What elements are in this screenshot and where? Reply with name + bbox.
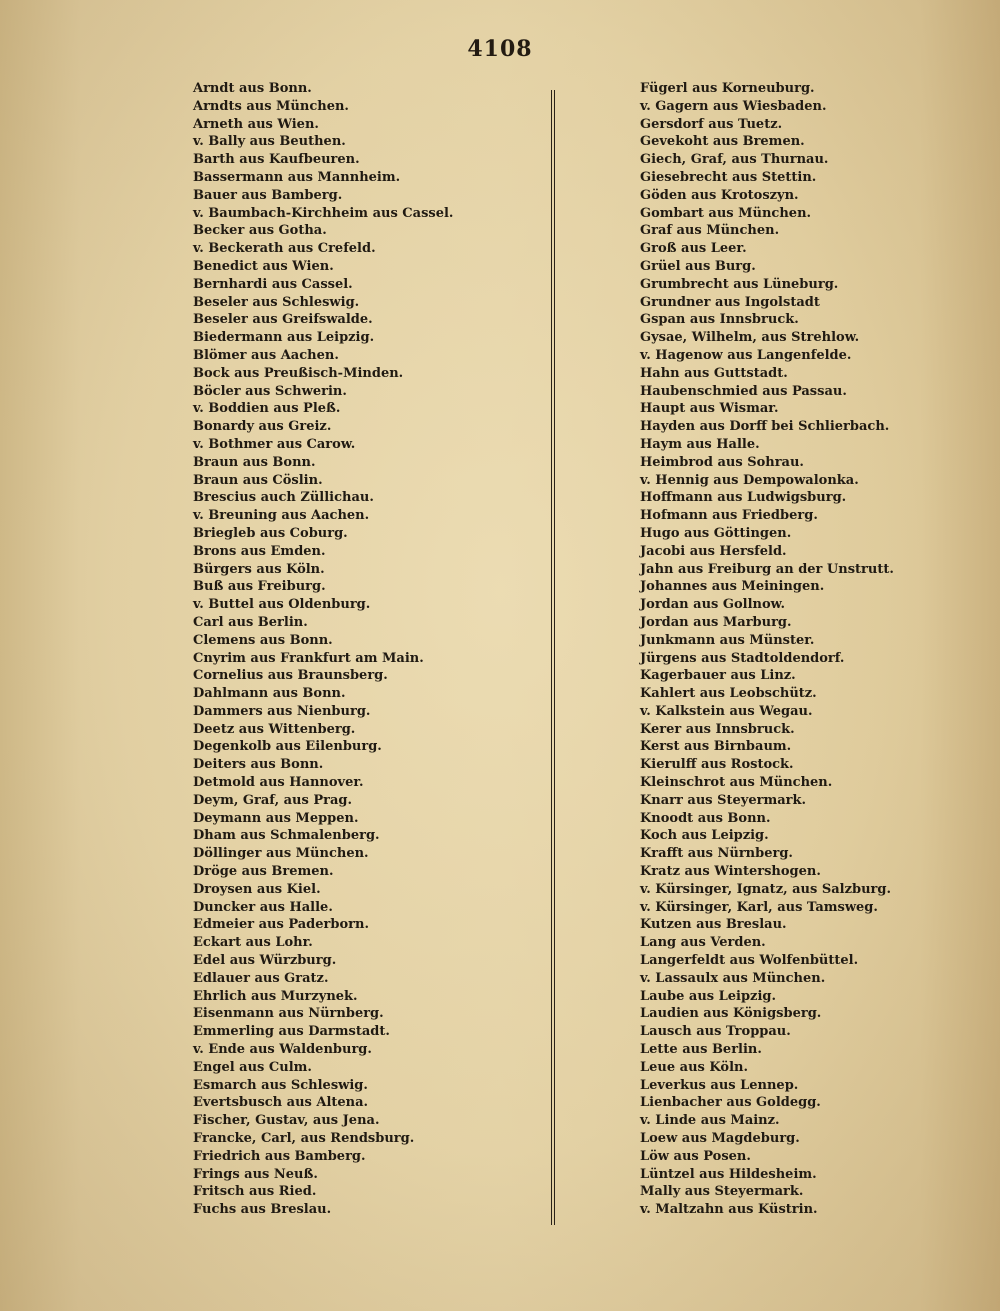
name-entry: Braun aus Cöslin. <box>193 472 323 488</box>
name-entry: Jordan aus Gollnow. <box>640 597 786 613</box>
name-entry: Esmarch aus Schleswig. <box>193 1077 368 1093</box>
name-entry: Briegleb aus Coburg. <box>193 525 348 541</box>
name-entry: Hayden aus Dorff bei Schlierbach. <box>640 419 890 435</box>
name-entry: Francke, Carl, aus Rendsburg. <box>193 1131 415 1147</box>
name-entry: Beseler aus Schleswig. <box>193 294 360 310</box>
name-entry: Dammers aus Nienburg. <box>193 703 371 719</box>
name-entry: Göden aus Krotoszyn. <box>640 187 799 203</box>
name-entry: Jürgens aus Stadtoldendorf. <box>640 650 845 666</box>
name-entry: Gevekoht aus Bremen. <box>640 134 805 150</box>
name-entry: v. Kürsinger, Ignatz, aus Salzburg. <box>640 881 891 897</box>
name-entry: Kerer aus Innsbruck. <box>640 721 795 737</box>
name-entry: Eckart aus Lohr. <box>193 935 313 951</box>
name-entry: Brescius auch Züllichau. <box>193 490 374 506</box>
name-entry: Lienbacher aus Goldegg. <box>640 1095 821 1111</box>
name-entry: v. Ende aus Waldenburg. <box>193 1042 372 1058</box>
name-entry: Deymann aus Meppen. <box>193 810 359 826</box>
name-entry: Evertsbusch aus Altena. <box>193 1095 369 1111</box>
name-entry: Edmeier aus Paderborn. <box>193 917 369 933</box>
name-entry: Bassermann aus Mannheim. <box>193 169 401 185</box>
left-name-column <box>193 80 543 1219</box>
name-entry: Krafft aus Nürnberg. <box>640 846 793 862</box>
name-entry: Haupt aus Wismar. <box>640 401 779 417</box>
name-entry: Dröge aus Bremen. <box>193 864 334 880</box>
name-entry: Gersdorf aus Tuetz. <box>640 116 783 132</box>
name-entry: Fuchs aus Breslau. <box>193 1202 332 1218</box>
page-number: 4108 <box>467 36 533 62</box>
name-entry: v. Bothmer aus Carow. <box>193 436 356 452</box>
name-entry: Beseler aus Greifswalde. <box>193 312 373 328</box>
name-entry: Edel aus Würzburg. <box>193 953 337 969</box>
name-entry: Carl aus Berlin. <box>193 614 308 630</box>
name-entry: Giesebrecht aus Stettin. <box>640 169 817 185</box>
name-entry: Giech, Graf, aus Thurnau. <box>640 152 829 168</box>
name-entry: Laudien aus Königsberg. <box>640 1006 822 1022</box>
name-entry: v. Linde aus Mainz. <box>640 1113 780 1129</box>
name-entry: Böcler aus Schwerin. <box>193 383 347 399</box>
name-entry: Droysen aus Kiel. <box>193 881 321 897</box>
name-entry: v. Hagenow aus Langenfelde. <box>640 347 852 363</box>
name-entry: Bauer aus Bamberg. <box>193 187 343 203</box>
name-entry: Laube aus Leipzig. <box>640 988 776 1004</box>
name-entry: Jahn aus Freiburg an der Unstrutt. <box>640 561 894 577</box>
name-entry: Barth aus Kaufbeuren. <box>193 152 360 168</box>
name-entry: Benedict aus Wien. <box>193 258 334 274</box>
name-entry: v. Kürsinger, Karl, aus Tamsweg. <box>640 899 878 915</box>
name-entry: v. Lassaulx aus München. <box>640 970 826 986</box>
name-entry: v. Bally aus Beuthen. <box>193 134 346 150</box>
name-entry: Grundner aus Ingolstadt <box>640 294 820 310</box>
name-entry: Knarr aus Steyermark. <box>640 792 807 808</box>
name-entry: Friedrich aus Bamberg. <box>193 1148 366 1164</box>
name-entry: Bock aus Preußisch-Minden. <box>193 365 404 381</box>
name-entry: v. Breuning aus Aachen. <box>193 508 370 524</box>
name-entry: Grüel aus Burg. <box>640 258 756 274</box>
name-entry: Hoffmann aus Ludwigsburg. <box>640 490 847 506</box>
name-entry: Hahn aus Guttstadt. <box>640 365 788 381</box>
name-entry: Dham aus Schmalenberg. <box>193 828 380 844</box>
name-entry: Kerst aus Birnbaum. <box>640 739 792 755</box>
name-entry: Deetz aus Wittenberg. <box>193 721 356 737</box>
name-entry: v. Kalkstein aus Wegau. <box>640 703 813 719</box>
name-entry: v. Buttel aus Oldenburg. <box>193 597 371 613</box>
name-entry: Dahlmann aus Bonn. <box>193 686 346 702</box>
name-entry: Haym aus Halle. <box>640 436 760 452</box>
name-entry: Braun aus Bonn. <box>193 454 316 470</box>
name-entry: Cornelius aus Braunsberg. <box>193 668 388 684</box>
name-entry: Jacobi aus Hersfeld. <box>640 543 787 559</box>
name-entry: Graf aus München. <box>640 223 780 239</box>
name-entry: Lüntzel aus Hildesheim. <box>640 1166 817 1182</box>
name-entry: Mally aus Steyermark. <box>640 1184 804 1200</box>
name-entry: Lette aus Berlin. <box>640 1042 762 1058</box>
name-entry: v. Boddien aus Pleß. <box>193 401 341 417</box>
name-entry: Langerfeldt aus Wolfenbüttel. <box>640 953 859 969</box>
name-entry: Hugo aus Göttingen. <box>640 525 792 541</box>
name-entry: Loew aus Magdeburg. <box>640 1131 800 1147</box>
name-entry: Fritsch aus Ried. <box>193 1184 317 1200</box>
name-entry: Becker aus Gotha. <box>193 223 327 239</box>
name-entry: Gombart aus München. <box>640 205 812 221</box>
name-entry: Blömer aus Aachen. <box>193 347 339 363</box>
name-entry: Kahlert aus Leobschütz. <box>640 686 817 702</box>
name-entry: Cnyrim aus Frankfurt am Main. <box>193 650 424 666</box>
name-entry: Koch aus Leipzig. <box>640 828 769 844</box>
name-entry: Knoodt aus Bonn. <box>640 810 771 826</box>
name-entry: Engel aus Culm. <box>193 1059 312 1075</box>
name-entry: Arneth aus Wien. <box>193 116 319 132</box>
name-entry: Bernhardi aus Cassel. <box>193 276 353 292</box>
name-entry: Jordan aus Marburg. <box>640 614 792 630</box>
right-name-column <box>640 80 980 1219</box>
name-entry: Gspan aus Innsbruck. <box>640 312 799 328</box>
name-entry: v. Gagern aus Wiesbaden. <box>640 98 827 114</box>
name-entry: Fügerl aus Korneuburg. <box>640 81 815 96</box>
name-entry: Groß aus Leer. <box>640 241 747 257</box>
name-entry: Arndts aus München. <box>193 98 349 114</box>
name-entry: v. Hennig aus Dempowalonka. <box>640 472 859 488</box>
name-entry: Bonardy aus Greiz. <box>193 419 332 435</box>
name-entry: Kierulff aus Rostock. <box>640 757 794 773</box>
name-entry: Frings aus Neuß. <box>193 1166 318 1182</box>
name-entry: Fischer, Gustav, aus Jena. <box>193 1113 380 1129</box>
name-entry: Deiters aus Bonn. <box>193 757 324 773</box>
name-entry: Eisenmann aus Nürnberg. <box>193 1006 384 1022</box>
name-entry: Löw aus Posen. <box>640 1148 751 1164</box>
name-entry: Leue aus Köln. <box>640 1059 748 1075</box>
name-entry: Deym, Graf, aus Prag. <box>193 792 353 808</box>
name-entry: Leverkus aus Lennep. <box>640 1077 799 1093</box>
name-entry: Buß aus Freiburg. <box>193 579 326 595</box>
name-entry: Kagerbauer aus Linz. <box>640 668 796 684</box>
name-entry: Detmold aus Hannover. <box>193 775 364 791</box>
name-entry: Kutzen aus Breslau. <box>640 917 787 933</box>
name-entry: Ehrlich aus Murzynek. <box>193 988 358 1004</box>
name-entry: Edlauer aus Gratz. <box>193 970 329 986</box>
name-entry: Brons aus Emden. <box>193 543 326 559</box>
name-entry: Haubenschmied aus Passau. <box>640 383 847 399</box>
name-entry: Arndt aus Bonn. <box>193 81 312 96</box>
name-entry: Emmerling aus Darmstadt. <box>193 1024 390 1040</box>
name-entry: Lang aus Verden. <box>640 935 766 951</box>
name-entry: Biedermann aus Leipzig. <box>193 330 375 346</box>
name-entry: Hofmann aus Friedberg. <box>640 508 818 524</box>
name-entry: Kleinschrot aus München. <box>640 775 833 791</box>
name-entry: Degenkolb aus Eilenburg. <box>193 739 382 755</box>
name-entry: Bürgers aus Köln. <box>193 561 325 577</box>
name-entry: Döllinger aus München. <box>193 846 369 862</box>
name-entry: Lausch aus Troppau. <box>640 1024 791 1040</box>
column-divider <box>551 90 555 1225</box>
name-entry: v. Baumbach-Kirchheim aus Cassel. <box>193 205 454 221</box>
name-entry: Heimbrod aus Sohrau. <box>640 454 804 470</box>
name-entry: Duncker aus Halle. <box>193 899 333 915</box>
name-entry: Grumbrecht aus Lüneburg. <box>640 276 839 292</box>
name-entry: Kratz aus Wintershogen. <box>640 864 821 880</box>
name-entry: Johannes aus Meiningen. <box>640 579 825 595</box>
name-entry: Clemens aus Bonn. <box>193 632 333 648</box>
name-entry: Gysae, Wilhelm, aus Strehlow. <box>640 330 860 346</box>
name-entry: v. Maltzahn aus Küstrin. <box>640 1202 818 1218</box>
name-entry: v. Beckerath aus Crefeld. <box>193 241 376 257</box>
name-entry: Junkmann aus Münster. <box>640 632 815 648</box>
